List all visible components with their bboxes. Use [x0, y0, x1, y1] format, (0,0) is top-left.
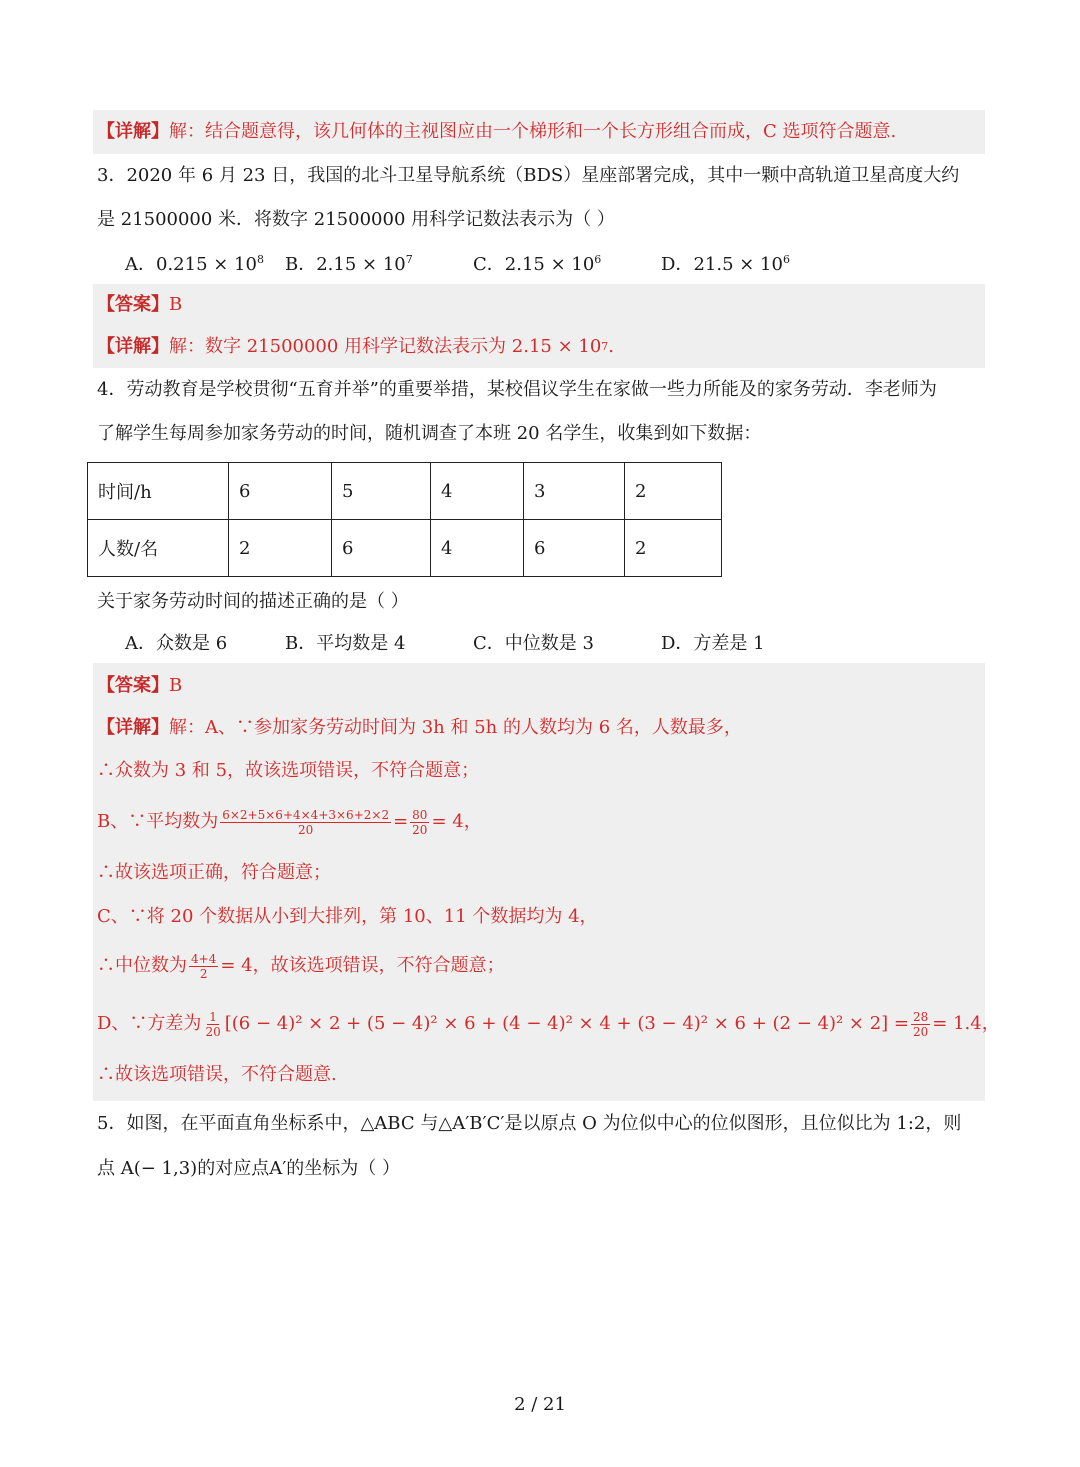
data-table — [87, 462, 722, 577]
table-cell: 人数/名 — [88, 520, 229, 577]
table-cell: 3 — [524, 463, 625, 520]
fraction: $\frac{28}{20}$ — [913, 1009, 929, 1039]
detail-tag: 【详解】 — [97, 336, 169, 357]
q4-option-a: A．众数是 6 — [125, 633, 228, 654]
q4-answer-block — [93, 663, 1000, 1101]
q2-detail-line — [97, 121, 896, 143]
q4-line-1: 4．劳动教育是学校贯彻“五育并举”的重要举措，某校倡议学生在家做一些力所能及的家务劳动．李老师为 — [97, 379, 937, 400]
table-cell: 6 — [524, 520, 625, 577]
q4-line-2: 了解学生每周参加家务劳动的时间，随机调查了本班 20 名学生，收集到如下数据： — [97, 423, 762, 444]
q4-options — [97, 621, 981, 663]
q4-detail-d2: ∴故该选项错误，不符合题意. — [97, 1064, 337, 1085]
table-row — [88, 463, 722, 520]
q4-detail-c1: C、∵将 20 个数据从小到大排列，第 10、11 个数据均为 4， — [97, 906, 598, 927]
q4-detail-d1: D、∵方差为 $\frac{1}{20}$ [(6 − 4)² × 2 + (5 − 4)² × 6 + (4 − 4)² × 4 + (3 − 4)² × 6 + (2 − 4)² × 2] = $\frac{28}{20}$ = 1.4， — [97, 1009, 1000, 1039]
fraction: $\frac{6\times 2+5\times 6+4\times 4+3\times 6+2\times 2}{20}$ — [222, 807, 390, 837]
q5-line-1: 5．如图，在平面直角坐标系中，△ABC 与△A′B′C′是以原点 O 为位似中心的位似图形，且位似比为 1:2，则 — [97, 1113, 962, 1134]
q3-line-1: 3．2020 年 6 月 23 日，我国的北斗卫星导航系统（BDS）星座部署完成，其中一颗中高轨道卫星高度大约 — [97, 165, 960, 186]
q3-option-d: D．$21.5 \times 10^6$ — [661, 253, 790, 275]
q4-option-c: C．中位数是 3 — [473, 633, 594, 654]
fraction: $\frac{4+4}{2}$ — [191, 951, 217, 981]
q3-option-a: A．$0.215 \times 10^8$ — [125, 253, 264, 275]
q4-answer-line — [97, 665, 981, 707]
answer-tag: 【答案】 — [97, 294, 169, 315]
page-content — [97, 110, 1000, 1191]
page-number: 2 / 21 — [514, 1394, 566, 1415]
table-cell: 2 — [625, 463, 722, 520]
table-cell: 2 — [229, 520, 332, 577]
q3-options — [97, 242, 981, 284]
q2-detail-block — [93, 110, 985, 154]
q4-detail-a2: ∴众数为 3 和 5，故该选项错误，不符合题意； — [97, 760, 480, 781]
table-row — [88, 520, 722, 577]
q4-detail-a1: 【详解】 解：A、∵参加家务劳动时间为 3h 和 5h 的人数均为 6 名，人数最多， — [97, 717, 742, 738]
q4-detail-b1: B、∵平均数为 $\frac{6\times 2+5\times 6+4\times 4+3\times 6+2\times 2}{20}$ = $\frac{80}{20}$ = 4， — [97, 807, 482, 837]
q5-line-2: 点 A(− 1,3)的对应点A′的坐标为（ ） — [97, 1158, 401, 1179]
table-cell: 2 — [625, 520, 722, 577]
q3-detail-line: 【详解】 解：数字 21500000 用科学记数法表示为 2.15 × 10 7 . — [97, 336, 615, 357]
answer-tag: 【答案】 — [97, 675, 169, 696]
q3-line-2: 是 21500000 米．将数字 21500000 用科学记数法表示为（ ） — [97, 209, 615, 230]
q3-option-b: B．$2.15 \times 10^7$ — [285, 253, 413, 275]
q3-option-c: C．$2.15 \times 10^6$ — [473, 253, 602, 275]
detail-tag: 【详解】 — [97, 121, 169, 142]
table-cell: 时间/h — [88, 463, 229, 520]
detail-tag: 【详解】 — [97, 717, 169, 738]
fraction: $\frac{1}{20}$ — [205, 1009, 221, 1039]
fraction: $\frac{80}{20}$ — [412, 807, 428, 837]
q4-option-b: B．平均数是 4 — [285, 633, 406, 654]
q3-answer-block — [93, 284, 985, 368]
q3-answer: B — [169, 294, 183, 315]
q4-detail-c2: ∴中位数为 $\frac{4+4}{2}$ = 4，故该选项错误，不符合题意； — [97, 951, 505, 981]
q4-question: 关于家务劳动时间的描述正确的是（ ） — [97, 591, 409, 612]
table-cell: 6 — [332, 520, 431, 577]
q2-detail-text: 解：结合题意得，该几何体的主视图应由一个梯形和一个长方形组合而成，C 选项符合题意. — [169, 121, 897, 142]
table-cell: 4 — [431, 463, 524, 520]
q4-answer: B — [169, 675, 183, 696]
q4-detail-b2: ∴故该选项正确，符合题意； — [97, 862, 331, 883]
table-cell: 5 — [332, 463, 431, 520]
table-cell: 4 — [431, 520, 524, 577]
q4-option-d: D．方差是 1 — [661, 633, 765, 654]
q3-answer-line — [97, 284, 981, 326]
table-cell: 6 — [229, 463, 332, 520]
